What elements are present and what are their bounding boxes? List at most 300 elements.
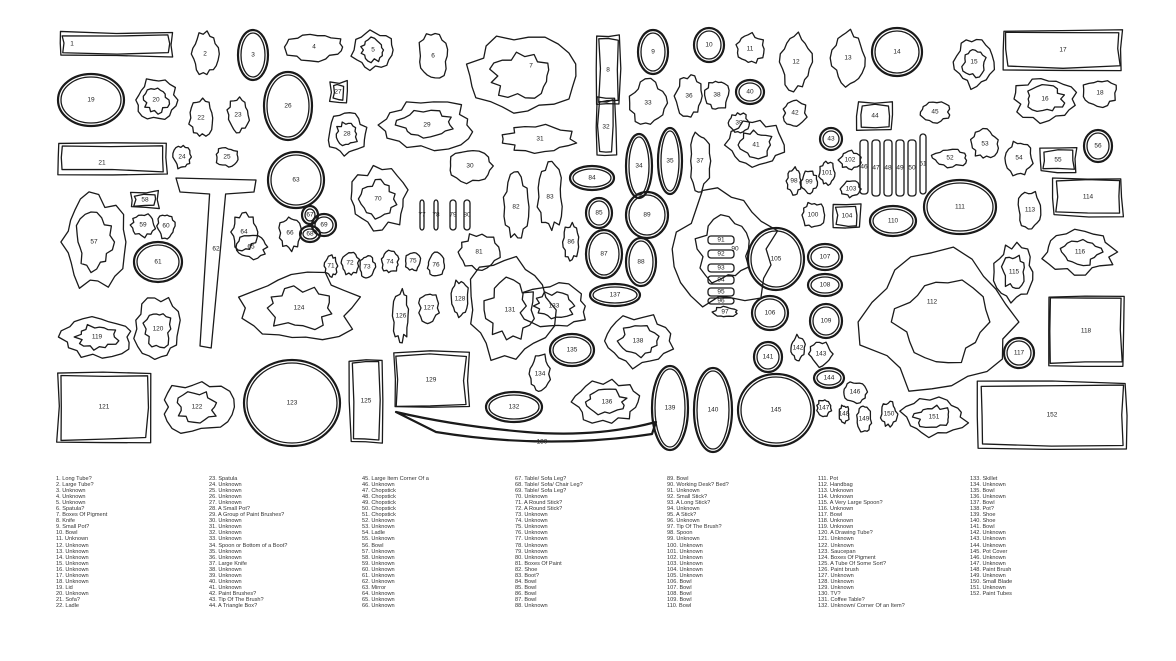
object-number-label: 66 — [286, 229, 294, 237]
object-76 — [427, 252, 444, 276]
legend-entry: 115. A Very Large Spoon? — [818, 500, 883, 507]
legend-entry: 64. Unknown — [362, 590, 395, 597]
object-106 — [752, 296, 788, 330]
object-98 — [786, 167, 801, 196]
object-number-label: 18 — [1096, 89, 1104, 97]
object-107 — [808, 244, 842, 270]
object-number-label: 46 — [860, 163, 868, 171]
legend-entry: 19. Lid — [56, 584, 73, 591]
legend-entry: 9. Small Pot? — [56, 524, 90, 531]
legend — [56, 476, 1146, 646]
legend-entry: 67. Table/ Sofa Leg? — [515, 476, 567, 482]
legend-entry: 106. Bowl — [667, 578, 692, 585]
object-number-label: 63 — [292, 176, 300, 184]
legend-entry: 41. Unknown — [209, 584, 242, 591]
legend-entry: 116. Unknown — [818, 506, 854, 513]
legend-entry: 85. Bowl — [515, 584, 537, 591]
object-17 — [1003, 30, 1122, 71]
legend-entry: 54. Ladle — [362, 530, 386, 537]
legend-entry: 126. Paint brush — [818, 566, 859, 573]
object-number-label: 67 — [306, 211, 314, 219]
legend-entry: 112. Handbag — [818, 482, 853, 489]
object-123 — [244, 360, 340, 446]
object-number-label: 12 — [792, 58, 800, 66]
object-number-label: 111 — [955, 203, 965, 211]
object-number-label: 91 — [717, 236, 725, 244]
object-75 — [406, 253, 421, 271]
legend-entry: 73. Unknown — [515, 512, 548, 519]
legend-entry: 52. Unknown — [362, 518, 395, 525]
object-63 — [268, 152, 324, 208]
object-58 — [131, 191, 160, 209]
object-number-label: 16 — [1041, 95, 1049, 103]
legend-entry: 130. TV? — [818, 590, 841, 597]
legend-entry: 89. Bowl — [667, 476, 689, 482]
object-23 — [227, 97, 249, 133]
legend-entry: 145. Pot Cover — [970, 548, 1008, 555]
object-number-label: 2 — [203, 50, 207, 58]
legend-entry: 99. Unknown — [667, 536, 700, 543]
object-114 — [1053, 178, 1124, 217]
object-56 — [1084, 130, 1112, 162]
legend-entry: 83. Boot? — [515, 572, 539, 579]
object-145 — [738, 374, 814, 446]
legend-entry: 46. Unknown — [362, 482, 395, 489]
object-number-label: 38 — [713, 91, 721, 99]
legend-entry: 35. Unknown — [209, 548, 242, 555]
object-143 — [809, 342, 834, 367]
object-2 — [191, 31, 219, 75]
object-22 — [189, 98, 213, 136]
object-number-label: 105 — [770, 255, 782, 263]
object-87 — [586, 230, 622, 278]
object-number-label: 72 — [346, 259, 354, 267]
object-number-label: 64 — [240, 228, 248, 236]
object-144 — [814, 368, 844, 388]
object-number-label: 13 — [844, 54, 852, 62]
object-number-label: 39 — [735, 119, 743, 127]
object-outline — [672, 188, 777, 307]
object-number-label: 43 — [827, 135, 835, 143]
object-number-label: 40 — [746, 88, 754, 96]
legend-entry: 128. Unknown — [818, 578, 854, 585]
legend-entry: 100. Unknown — [667, 542, 703, 549]
object-number-label: 33 — [644, 99, 652, 107]
object-number-label: 98 — [790, 177, 798, 185]
legend-entry: 51. Chopstick — [362, 512, 396, 519]
object-27 — [330, 81, 348, 103]
legend-entry: 94. Unknown — [667, 506, 700, 513]
object-outline — [467, 36, 576, 113]
object-number-label: 136 — [601, 398, 613, 406]
object-14 — [872, 28, 922, 76]
legend-entry: 29. A Group of Paint Brushes? — [209, 512, 285, 519]
legend-entry: 146. Unknown — [970, 554, 1006, 561]
object-121 — [57, 372, 151, 443]
legend-entry: 81. Boxes Of Paint — [515, 560, 562, 567]
object-88 — [626, 238, 656, 286]
legend-entry: 138. Pot? — [970, 506, 994, 513]
object-57 — [61, 192, 126, 288]
object-number-label: 96 — [717, 297, 725, 305]
object-number-label: 128 — [454, 295, 466, 303]
object-47 — [872, 140, 880, 196]
object-number-label: 100 — [807, 211, 819, 219]
object-39 — [728, 113, 749, 133]
object-number-label: 22 — [197, 114, 205, 122]
legend-entry: 151. Unknown — [970, 584, 1006, 591]
object-74 — [381, 250, 399, 272]
object-number-label: 61 — [154, 258, 162, 266]
object-102 — [838, 150, 861, 170]
object-113 — [1018, 192, 1041, 230]
object-137 — [590, 284, 640, 306]
object-detail — [490, 52, 549, 98]
object-9 — [638, 30, 668, 74]
object-number-label: 4 — [312, 43, 316, 51]
object-110 — [870, 206, 916, 236]
legend-entry: 119. Unknown — [818, 524, 854, 531]
legend-entry: 12. Unknown — [56, 542, 89, 549]
object-135 — [550, 334, 594, 366]
object-number-label: 42 — [791, 109, 799, 117]
object-number-label: 99 — [805, 178, 813, 186]
object-number-label: 150 — [883, 410, 895, 418]
legend-entry: 69. Table/ Sofa Leg? — [515, 488, 567, 495]
object-70 — [351, 166, 408, 232]
object-number-label: 48 — [884, 164, 892, 172]
legend-entry: 47. Chopstick — [362, 488, 396, 495]
object-136 — [571, 379, 639, 423]
object-37 — [691, 132, 711, 192]
object-number-label: 47 — [872, 164, 880, 172]
object-95 — [708, 288, 734, 296]
object-number-label: 135 — [566, 346, 578, 354]
legend-column — [667, 476, 817, 609]
legend-entry: 120. A Drawing Tube? — [818, 530, 873, 537]
legend-entry: 20. Unknown — [56, 590, 89, 597]
object-103 — [840, 181, 861, 198]
object-number-label: 17 — [1059, 46, 1067, 54]
object-number-label: 15 — [970, 58, 978, 66]
object-108 — [808, 274, 842, 296]
object-number-label: 84 — [588, 174, 596, 182]
legend-entry: 80. Unknown — [515, 554, 548, 561]
object-number-label: 139 — [664, 404, 676, 412]
object-131 — [471, 257, 557, 361]
object-91 — [708, 236, 734, 244]
object-number-label: 58 — [141, 196, 149, 204]
object-92 — [708, 250, 734, 258]
object-number-label: 117 — [1013, 349, 1025, 357]
legend-entry: 76. Unknown — [515, 530, 548, 537]
legend-entry: 136. Unknown — [970, 494, 1006, 501]
object-number-label: 35 — [666, 157, 674, 165]
object-69 — [312, 214, 336, 236]
object-number-label: 132 — [508, 403, 520, 411]
legend-entry: 44. A Triangle Box? — [209, 602, 258, 609]
object-number-label: 104 — [841, 212, 853, 220]
legend-entry: 6. Spatula? — [56, 506, 85, 513]
object-128 — [451, 280, 468, 318]
legend-entry: 57. Unknown — [362, 548, 395, 555]
object-inner-edge — [61, 146, 163, 172]
legend-entry: 101. Unknown — [667, 548, 703, 555]
object-1 — [60, 31, 172, 57]
object-number-label: 77 — [418, 211, 426, 219]
object-outline — [858, 247, 1019, 391]
legend-entry: 121. Unknown — [818, 536, 854, 543]
legend-entry: 113. Unknown — [818, 488, 854, 495]
object-number-label: 51 — [919, 160, 927, 168]
legend-entry: 142. Unknown — [970, 530, 1006, 537]
legend-entry: 31. Unknown — [209, 524, 242, 531]
legend-entry: 24. Unknown — [209, 482, 242, 489]
legend-entry: 123. Saucepan — [818, 548, 856, 555]
legend-entry: 7. Boxes Of Pigment — [56, 512, 108, 519]
legend-column — [209, 476, 359, 609]
legend-entry: 79. Unknown — [515, 548, 548, 555]
object-21 — [58, 143, 168, 175]
object-number-label: 152 — [1046, 411, 1058, 419]
object-number-label: 49 — [896, 164, 904, 172]
legend-entry: 96. Unknown — [667, 518, 700, 525]
object-number-label: 45 — [931, 108, 939, 116]
object-number-label: 129 — [425, 376, 437, 384]
object-inner-edge — [62, 35, 170, 54]
object-number-label: 140 — [707, 406, 719, 414]
object-number-label: 112 — [926, 298, 938, 306]
legend-entry: 58. Unknown — [362, 554, 395, 561]
object-77 — [418, 200, 426, 230]
legend-entry: 152. Paint Tubes — [970, 590, 1012, 597]
object-53 — [971, 129, 999, 159]
object-number-label: 102 — [844, 156, 856, 164]
legend-entry: 109. Bowl — [667, 596, 692, 603]
legend-entry: 97. Tip Of The Brush? — [667, 524, 722, 531]
object-42 — [783, 100, 807, 126]
object-73 — [360, 256, 376, 278]
object-54 — [1005, 141, 1033, 176]
legend-entry: 90. Working Desk? Bed? — [667, 482, 729, 489]
object-number-label: 11 — [746, 45, 754, 53]
legend-entry: 39. Unknown — [209, 572, 242, 579]
legend-entry: 62. Unknown — [362, 578, 395, 585]
legend-entry: 13. Unknown — [56, 548, 89, 555]
object-140 — [694, 368, 732, 452]
object-89 — [626, 192, 668, 238]
legend-entry: 93. A Long Stick? — [667, 500, 711, 507]
object-15 — [953, 40, 994, 90]
object-number-label: 148 — [838, 410, 850, 418]
legend-entry: 33. Unknown — [209, 536, 242, 543]
object-number-label: 120 — [152, 325, 164, 333]
legend-entry: 95. A Stick? — [667, 512, 697, 519]
object-number-label: 141 — [762, 353, 774, 361]
legend-entry: 133. Skillet — [970, 476, 998, 482]
object-number-label: 142 — [792, 344, 804, 352]
legend-entry: 77. Unknown — [515, 536, 548, 543]
object-number-label: 10 — [705, 41, 713, 49]
legend-entry: 127. Unknown — [818, 572, 854, 579]
object-12 — [779, 32, 812, 92]
legend-entry: 36. Unknown — [209, 554, 242, 561]
object-number-label: 8 — [606, 66, 610, 74]
object-number-label: 115 — [1008, 268, 1020, 276]
legend-entry: 134. Unknown — [970, 482, 1006, 489]
object-44 — [857, 102, 893, 131]
object-number-label: 123 — [286, 399, 298, 407]
legend-entry: 150. Small Blade — [970, 578, 1013, 585]
object-48 — [884, 140, 892, 196]
object-detail — [695, 215, 749, 283]
object-number-label: 7 — [529, 62, 533, 70]
legend-entry: 103. Unknown — [667, 560, 703, 567]
object-151 — [900, 397, 969, 438]
object-number-label: 78 — [432, 211, 440, 219]
object-6 — [419, 34, 447, 79]
object-number-label: 62 — [212, 245, 220, 253]
object-number-label: 31 — [536, 135, 544, 143]
object-number-label: 50 — [908, 164, 916, 172]
legend-entry: 98. Spoon — [667, 530, 693, 537]
legend-entry: 107. Bowl — [667, 584, 692, 591]
legend-entry: 18. Unknown — [56, 578, 89, 585]
object-number-label: 88 — [637, 258, 645, 266]
object-number-label: 1 — [70, 40, 74, 48]
legend-entry: 53. Unknown — [362, 524, 395, 531]
object-number-label: 53 — [981, 140, 989, 148]
object-117 — [1004, 338, 1034, 368]
object-60 — [157, 215, 175, 239]
object-111 — [924, 180, 996, 234]
legend-entry: 16. Unknown — [56, 566, 89, 573]
object-number-label: 110 — [887, 217, 899, 225]
object-31 — [502, 124, 576, 153]
object-139 — [652, 366, 688, 450]
object-147 — [817, 400, 832, 417]
legend-entry: 65. Unknown — [362, 596, 395, 603]
object-number-label: 74 — [386, 258, 394, 266]
legend-entry: 125. A Tube Of Some Sort? — [818, 560, 887, 567]
object-80 — [463, 200, 471, 230]
object-number-label: 126 — [395, 312, 407, 320]
object-61 — [134, 242, 182, 282]
legend-entry: 49. Chopstick — [362, 500, 396, 507]
object-number-label: 28 — [343, 130, 351, 138]
object-3 — [238, 30, 268, 80]
object-number-label: 59 — [139, 221, 147, 229]
object-number-label: 23 — [234, 111, 242, 119]
object-number-label: 79 — [449, 211, 457, 219]
object-number-label: 82 — [512, 203, 520, 211]
legend-entry: 86. Bowl — [515, 590, 537, 597]
legend-column — [56, 476, 206, 609]
legend-entry: 37. Large Knife — [209, 560, 247, 567]
object-24 — [173, 145, 192, 168]
object-number-label: 103 — [845, 185, 857, 193]
object-119 — [58, 317, 130, 359]
legend-entry: 68. Table/ Sofa/ Chair Leg? — [515, 482, 583, 489]
object-outline — [176, 178, 256, 348]
object-29 — [378, 102, 473, 151]
object-118 — [1049, 296, 1124, 366]
legend-entry: 117. Bowl — [818, 512, 843, 519]
object-18 — [1083, 81, 1116, 108]
object-number-label: 87 — [600, 250, 608, 258]
object-100 — [802, 203, 825, 228]
object-149 — [857, 406, 872, 432]
object-number-label: 93 — [717, 264, 725, 272]
legend-entry: 25. Unknown — [209, 488, 242, 495]
legend-column — [362, 476, 512, 609]
object-8 — [596, 35, 621, 104]
object-number-label: 41 — [752, 141, 760, 149]
object-number-label: 29 — [423, 121, 431, 129]
object-30 — [450, 151, 493, 184]
legend-entry: 60. Unknown — [362, 566, 395, 573]
object-number-label: 80 — [463, 211, 471, 219]
object-43 — [820, 128, 842, 150]
legend-entry: 40. Unknown — [209, 578, 242, 585]
legend-entry: 88. Unknown — [515, 602, 548, 609]
object-number-label: 76 — [432, 261, 440, 269]
object-28 — [328, 113, 366, 156]
object-number-label: 34 — [635, 162, 643, 170]
object-number-label: 25 — [223, 153, 231, 161]
legend-entry: 1. Long Tube? — [56, 476, 92, 482]
object-number-label: 6 — [431, 52, 435, 60]
legend-entry: 108. Bowl — [667, 590, 692, 597]
object-number-label: 149 — [858, 415, 870, 423]
legend-entry: 139. Shoe — [970, 512, 996, 519]
object-127 — [419, 294, 440, 323]
object-86 — [563, 222, 579, 261]
object-number-label: 127 — [423, 304, 435, 312]
object-112 — [858, 247, 1019, 391]
legend-entry: 14. Unknown — [56, 554, 89, 561]
legend-entry: 91. Unknown — [667, 488, 700, 495]
object-65 — [236, 235, 268, 259]
legend-entry: 42. Paint Brushes? — [209, 590, 257, 597]
object-number-label: 37 — [696, 157, 704, 165]
legend-entry: 111. Pot — [818, 476, 839, 482]
object-34 — [626, 134, 652, 198]
object-129 — [394, 351, 470, 407]
object-33 — [629, 78, 667, 124]
object-number-label: 138 — [632, 337, 644, 345]
legend-column — [515, 476, 665, 609]
legend-entry: 104. Unknown — [667, 566, 703, 573]
object-66 — [279, 217, 302, 252]
object-number-label: 30 — [466, 162, 474, 170]
legend-entry: 124. Boxes Of Pigment — [818, 554, 876, 561]
object-number-label: 52 — [946, 154, 954, 162]
legend-column — [818, 476, 968, 609]
object-152 — [977, 381, 1127, 449]
object-number-label: 134 — [534, 370, 546, 378]
object-40 — [736, 80, 764, 104]
object-125 — [349, 360, 383, 443]
object-outline — [396, 412, 656, 442]
object-101 — [819, 161, 835, 185]
object-number-label: 137 — [609, 291, 621, 299]
object-number-label: 94 — [717, 276, 725, 284]
object-19 — [58, 74, 124, 126]
object-83 — [537, 161, 562, 230]
object-97 — [712, 306, 737, 316]
object-62 — [176, 178, 256, 348]
